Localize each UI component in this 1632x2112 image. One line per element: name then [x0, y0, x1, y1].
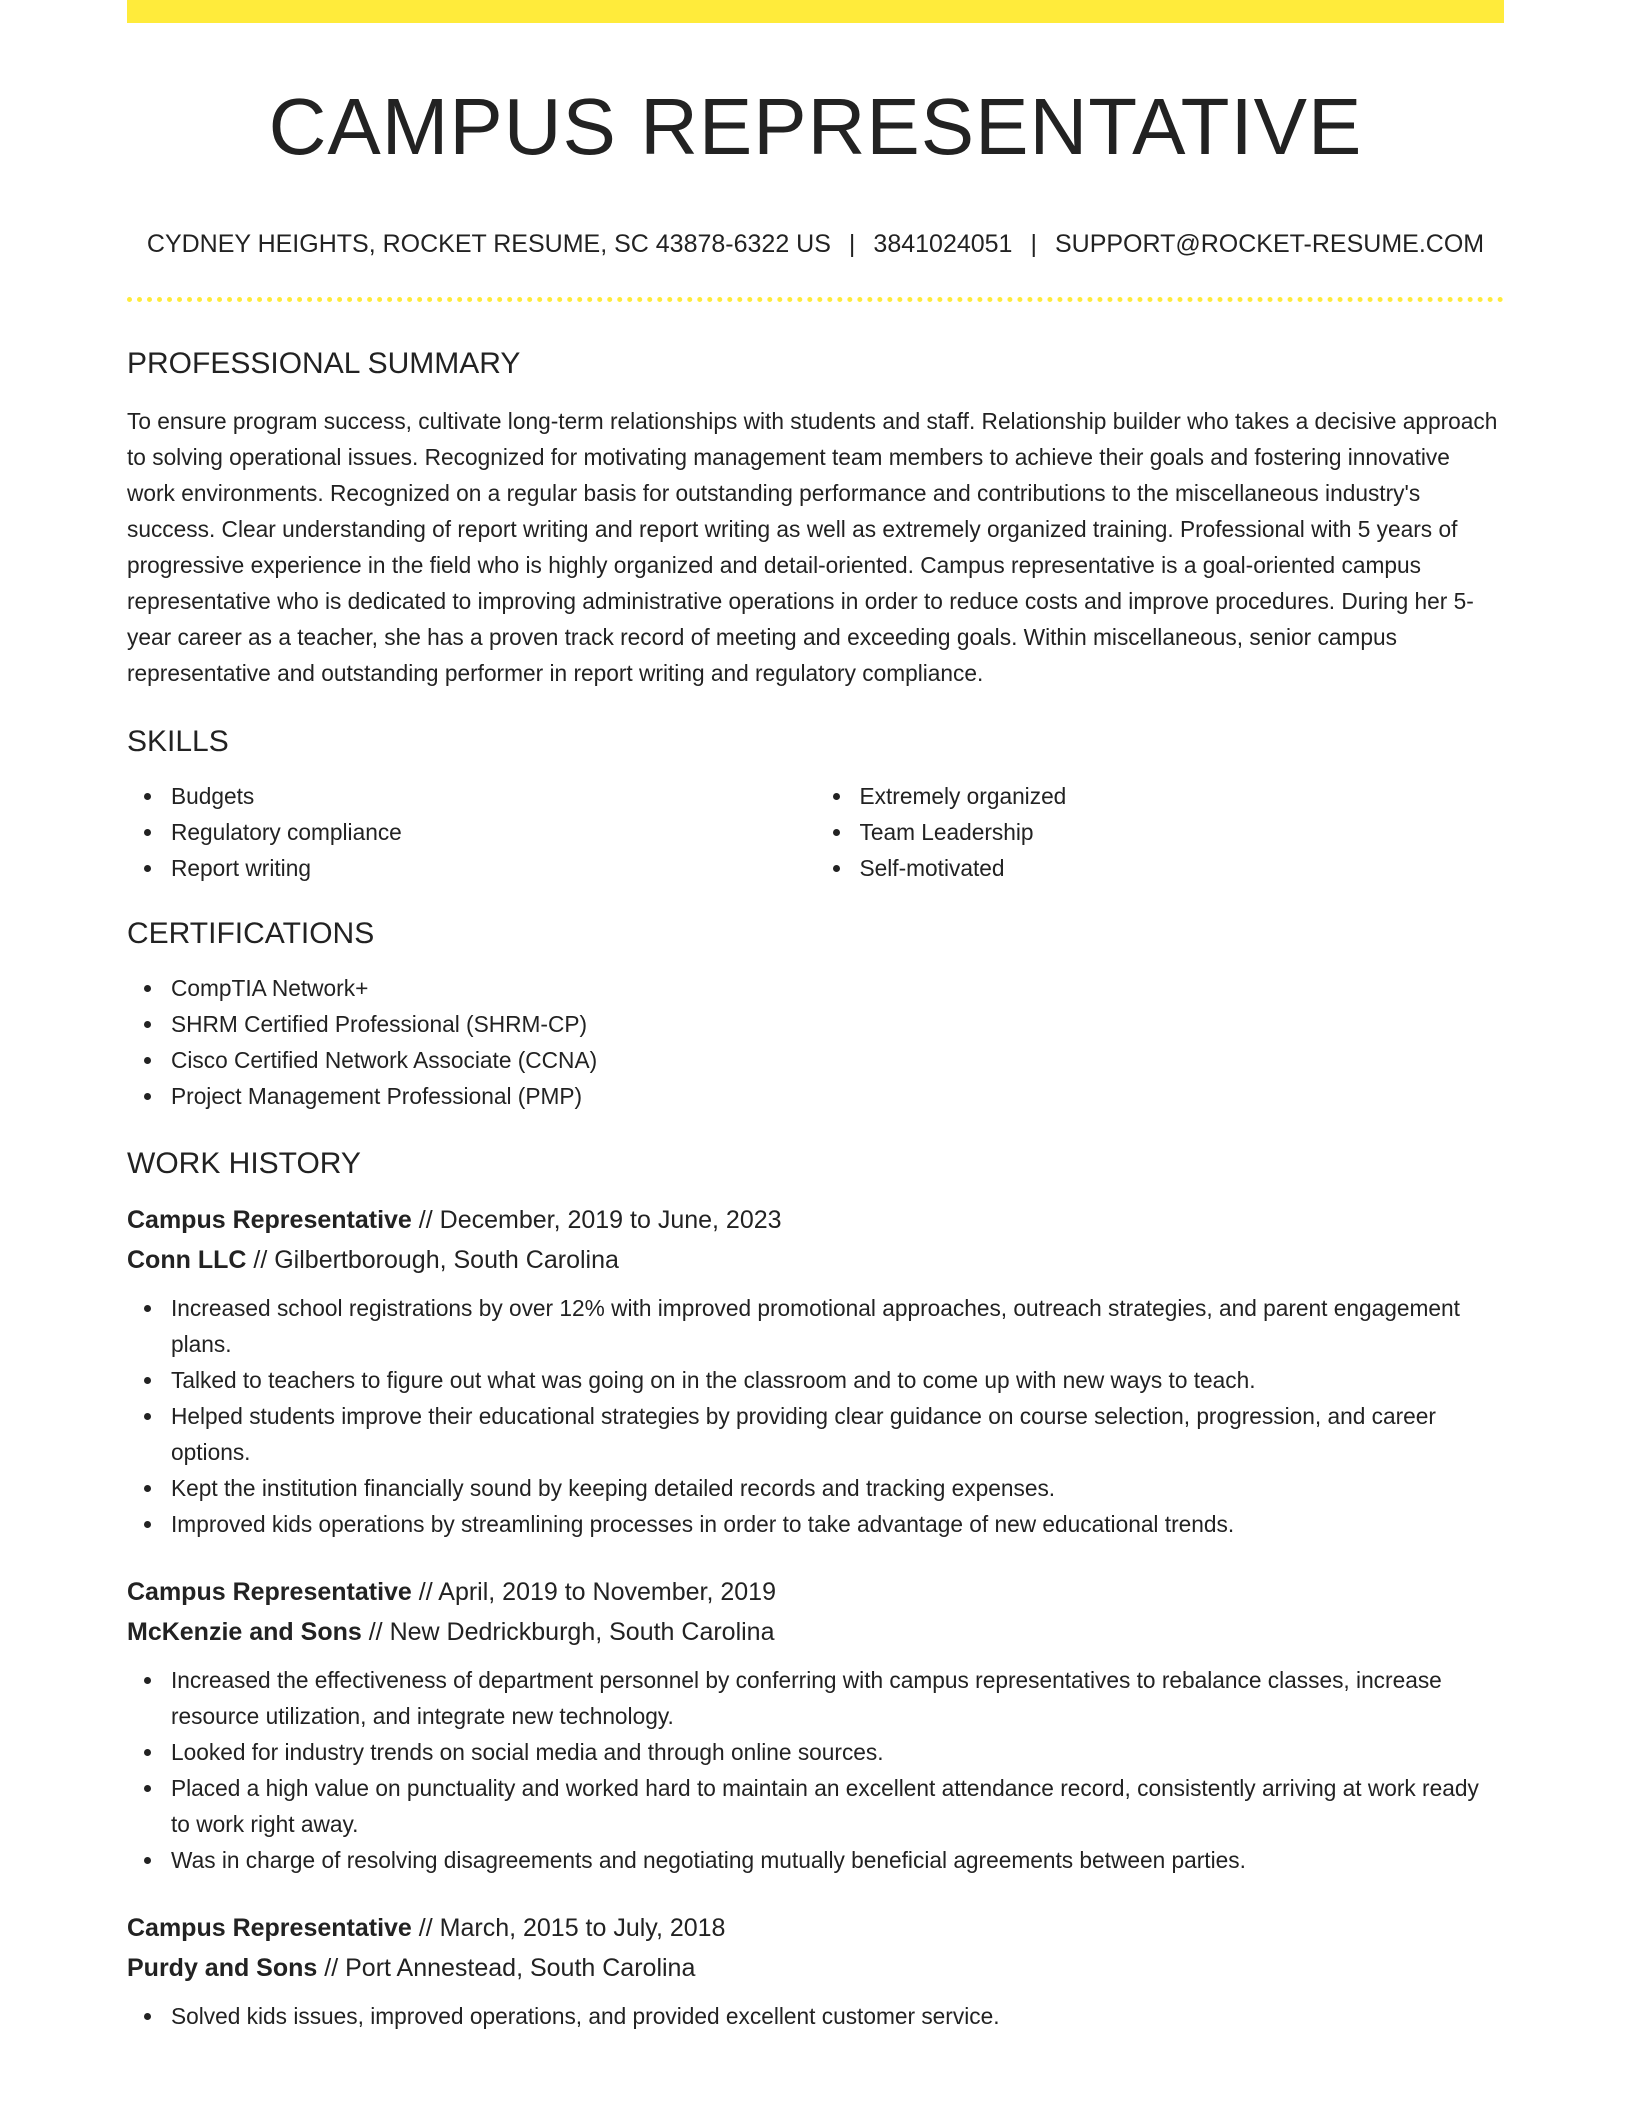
job-bullet: Kept the institution financially sound by keeping detailed records and tracking expenses.	[171, 1470, 1504, 1506]
job-role: Campus Representative	[127, 1206, 412, 1234]
job-company: Conn LLC	[127, 1246, 247, 1274]
job-bullet: Helped students improve their educational strategies by providing clear guidance on course selection, progression, and career options.	[171, 1398, 1504, 1470]
job-entry	[127, 1572, 1504, 1878]
job-separator: //	[418, 1206, 433, 1234]
job-bullet: Looked for industry trends on social media and through online sources.	[171, 1734, 1504, 1770]
skill-item: Team Leadership	[860, 814, 1505, 850]
contact-separator: |	[1030, 230, 1037, 258]
job-entry	[127, 1908, 1504, 2034]
skills-list-right	[816, 778, 1505, 886]
job-location: Port Annestead, South Carolina	[345, 1954, 696, 1982]
job-company: Purdy and Sons	[127, 1954, 318, 1982]
job-bullet-list	[127, 1662, 1504, 1878]
job-separator: //	[324, 1954, 339, 1982]
job-dates: March, 2015 to July, 2018	[439, 1914, 726, 1942]
job-bullet: Increased school registrations by over 12% with improved promotional approaches, outreach strategies, and parent engagement plans.	[171, 1290, 1504, 1362]
skills-columns	[127, 778, 1504, 886]
job-dates: December, 2019 to June, 2023	[439, 1206, 782, 1234]
job-separator: //	[253, 1246, 268, 1274]
skills-heading: SKILLS	[127, 725, 229, 758]
job-entry	[127, 1200, 1504, 1542]
job-company-line	[127, 1612, 1504, 1652]
job-company-line	[127, 1948, 1504, 1988]
job-company: McKenzie and Sons	[127, 1618, 362, 1646]
job-location: New Dedrickburgh, South Carolina	[389, 1618, 775, 1646]
certification-item: CompTIA Network+	[171, 970, 1504, 1006]
job-separator: //	[368, 1618, 383, 1646]
certifications-list	[127, 970, 1504, 1114]
contact-separator: |	[848, 230, 856, 258]
job-bullet: Solved kids issues, improved operations, and provided excellent customer service.	[171, 1998, 1504, 2034]
skills-list-left	[127, 778, 816, 886]
job-title-line	[127, 1572, 1504, 1612]
job-separator: //	[418, 1578, 433, 1606]
certification-item: Project Management Professional (PMP)	[171, 1078, 1504, 1114]
contact-address: CYDNEY HEIGHTS, ROCKET RESUME, SC 43878-6322 US	[146, 230, 831, 258]
job-title-line	[127, 1200, 1504, 1240]
job-bullet: Placed a high value on punctuality and worked hard to maintain an excellent attendance record, consistently arriving at work ready to work right away.	[171, 1770, 1504, 1842]
skill-item: Extremely organized	[860, 778, 1505, 814]
skill-item: Budgets	[171, 778, 816, 814]
job-bullet: Increased the effectiveness of department personnel by conferring with campus representatives to rebalance classes, increase resource utilization, and integrate new technology.	[171, 1662, 1504, 1734]
job-dates: April, 2019 to November, 2019	[438, 1578, 776, 1606]
work-history-heading: WORK HISTORY	[127, 1147, 361, 1180]
certifications-heading: CERTIFICATIONS	[127, 917, 375, 950]
skill-item: Report writing	[171, 850, 816, 886]
job-title-line	[127, 1908, 1504, 1948]
job-company-line	[127, 1240, 1504, 1280]
contact-phone: 3841024051	[873, 230, 1013, 258]
accent-top-bar	[127, 0, 1504, 23]
resume-title: CAMPUS REPRESENTATIVE	[268, 82, 1363, 171]
job-bullet-list	[127, 1290, 1504, 1542]
job-bullet-list	[127, 1998, 1504, 2034]
summary-heading: PROFESSIONAL SUMMARY	[127, 347, 521, 380]
job-bullet: Was in charge of resolving disagreements and negotiating mutually beneficial agreements between parties.	[171, 1842, 1504, 1878]
certification-item: SHRM Certified Professional (SHRM-CP)	[171, 1006, 1504, 1042]
job-role: Campus Representative	[127, 1578, 412, 1606]
summary-text: To ensure program success, cultivate long-term relationships with students and staff. Relationship builder who takes a decisive approach to solving operational issues. Recognized for motivating management team members to achieve their goals and fostering innovative work environments. Recognized on a regular basis for outstanding performance and contributions to the miscellaneous industry's success. Clear understanding of report writing and report writing as well as extremely organized training. Professional with 5 years of progressive experience in the field who is highly organized and detail-oriented. Campus representative is a goal-oriented campus representative who is dedicated to improving administrative operations in order to reduce costs and improve procedures. During her 5-year career as a teacher, she has a proven track record of meeting and exceeding goals. Within miscellaneous, senior campus representative and outstanding performer in report writing and regulatory compliance.	[127, 408, 1498, 686]
job-bullet: Improved kids operations by streamlining processes in order to take advantage of new educational trends.	[171, 1506, 1504, 1542]
skill-item: Regulatory compliance	[171, 814, 816, 850]
certification-item: Cisco Certified Network Associate (CCNA)	[171, 1042, 1504, 1078]
skill-item: Self-motivated	[860, 850, 1505, 886]
job-bullet: Talked to teachers to figure out what was going on in the classroom and to come up with new ways to teach.	[171, 1362, 1504, 1398]
resume-page	[127, 0, 1504, 2034]
contact-line	[127, 229, 1504, 259]
job-separator: //	[418, 1914, 433, 1942]
job-location: Gilbertborough, South Carolina	[274, 1246, 619, 1274]
contact-email: SUPPORT@ROCKET-RESUME.COM	[1054, 230, 1485, 258]
job-role: Campus Representative	[127, 1914, 412, 1942]
dotted-divider	[127, 297, 1504, 302]
